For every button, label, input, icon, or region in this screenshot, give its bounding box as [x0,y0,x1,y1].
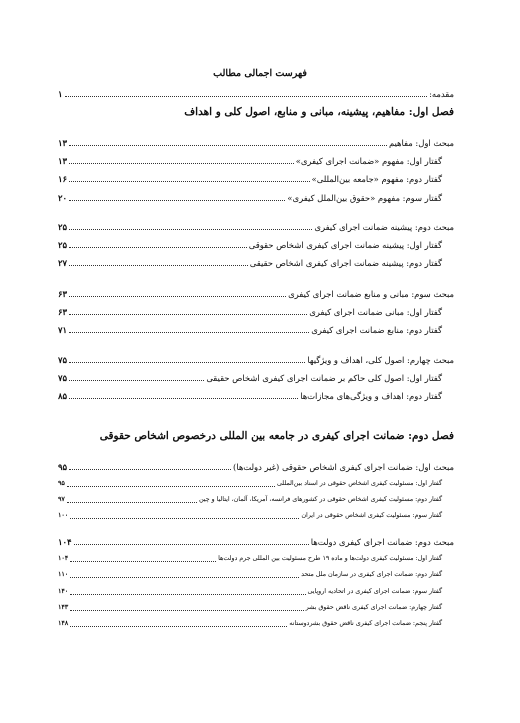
page-number: ۲۰ [58,193,67,203]
toc-entry-subsection [58,192,454,204]
page-number: ۹۵ [58,462,67,472]
toc-entry-subsection [58,390,454,402]
dot-leader [69,162,294,164]
toc-entry-section [58,221,454,233]
toc-entry-label: مبحث دوم: پیشینه ضمانت اجرای کیفری [314,222,454,232]
dot-leader [69,468,231,470]
page-number: ۹۵ [58,480,65,487]
toc-entry-label: گفتار اول: مسئولیت کیفری دولت‌ها و ماده ۱۹ طرح مسئولیت بین المللی جرم دولت‌ها [218,555,442,562]
chapter-title: فصل اول: مفاهیم، پیشینه، مبانی و منابع، اصول کلی و اهداف [184,106,454,118]
page-number: ۱۱۰ [58,571,69,578]
toc-entry-label: گفتار سوم: ضمانت اجرای کیفری در اتحادیه اروپایی [307,588,442,595]
toc-entry-section [58,354,454,366]
toc-entry-subsection [58,553,454,565]
dot-leader [69,246,247,248]
page-number: ۶۳ [58,289,67,299]
dot-leader [69,361,305,363]
toc-entry-label: مبحث اول: ضمانت اجرای کیفری اشخاص حقوقی (غیر دولت‌ها) [233,462,454,472]
toc-entry-label: گفتار دوم: پیشینه ضمانت اجرای کیفری اشخاص حقیقی [249,258,442,268]
dot-leader [70,560,216,562]
dot-leader [70,625,287,627]
toc-entry-subsection [58,618,454,630]
toc-entry-label: مبحث اول: مفاهیم [388,138,454,148]
toc-entry-subsection [58,257,454,269]
toc-entry-label: گفتار دوم: منابع ضمانت اجرای کیفری [311,325,442,335]
toc-entry-subsection [58,306,454,318]
page-number: ۲۷ [58,258,67,268]
toc-entry-section [58,461,454,473]
page-number: ۱۴۳ [58,604,69,611]
page-number: ۲۵ [58,222,67,232]
page-number: ۱۰۰ [58,512,69,519]
toc-entry-label: گفتار اول: پیشینه ضمانت اجرای کیفری اشخاص حقوقی [248,240,442,250]
page-number: ۷۵ [58,355,67,365]
toc-entry-intro [58,88,454,100]
toc-entry-subsection [58,478,454,490]
toc-entry-label: مقدمه: [429,89,454,99]
toc-entry-section [58,536,454,548]
toc-entry-section [58,137,454,149]
dot-leader [69,199,285,201]
toc-entry-subsection [58,510,454,522]
page-number: ۱۰۴ [58,555,69,562]
toc-entry-label: گفتار سوم: مفهوم «حقوق بین‌الملل کیفری» [287,193,442,203]
toc-entry-label: مبحث دوم: ضمانت اجرای کیفری دولت‌ها [310,537,454,547]
dot-leader [65,95,428,97]
dot-leader [70,576,299,578]
toc-entry-label: گفتار دوم: مسئولیت کیفری اشخاص حقوقی در کشورهای فرانسه، آمریکا، آلمان، ایتالیا و چین [198,496,442,503]
dot-leader [70,517,299,519]
dot-leader [69,228,312,230]
toc-entry-label: گفتار اول: اصول کلی حاکم بر ضمانت اجرای کیفری اشخاص حقیقی [206,373,442,383]
page-number: ۷۱ [58,325,67,335]
toc-entry-label: گفتار پنجم: ضمانت اجرای کیفری ناقض حقوق بشردوستانه [289,620,442,627]
toc-entry-section [58,288,454,300]
toc-entry-label: مبحث چهارم: اصول کلی، اهداف و ویژگیها [307,355,454,365]
page-number: ۱۴۰ [58,588,69,595]
dot-leader [69,331,309,333]
dot-leader [69,397,298,399]
page-number: ۸۵ [58,391,67,401]
page-number: ۱۴۸ [58,620,69,627]
dot-leader [69,313,307,315]
toc-entry-label: گفتار دوم: اهداف و ویژگی‌های مجازات‌ها [300,391,442,401]
toc-entry-subsection [58,372,454,384]
dot-leader [70,609,303,611]
dot-leader [67,501,197,503]
toc-entry-label: گفتار چهارم: ضمانت اجرای کیفری ناقض حقوق بشر [305,604,442,611]
toc-entry-subsection [58,239,454,251]
toc-entry-label: گفتار دوم: ضمانت اجرای کیفری در سازمان ملل متحد [301,571,442,578]
toc-entry-label: گفتار دوم: مفهوم «جامعه بین‌المللی» [311,174,442,184]
toc-entry-label: گفتار سوم: مسئولیت کیفری اشخاص حقوقی در ایران [301,512,442,519]
toc-entry-label: گفتار اول: مسئولیت کیفری اشخاص حقوقی در اسناد بین‌المللی [276,480,442,487]
toc-entry-subsection [58,586,454,598]
dot-leader [69,144,387,146]
page-number: ۷۵ [58,373,67,383]
dot-leader [69,180,310,182]
chapter-title: فصل دوم: ضمانت اجرای کیفری در جامعه بین المللی درخصوص اشخاص حقوقی [99,430,454,442]
dot-leader [69,295,286,297]
page-number: ۱۳ [58,138,67,148]
toc-entry-subsection [58,155,454,167]
page-number: ۱۶ [58,174,67,184]
page-number: ۶۳ [58,307,67,317]
toc-entry-subsection [58,494,454,506]
page-number: ۱ [58,89,63,99]
toc-entry-label: مبحث سوم: مبانی و منابع ضمانت اجرای کیفری [288,289,454,299]
toc-entry-label: گفتار اول: مفهوم «ضمانت اجرای کیفری» [295,156,442,166]
page-number: ۹۷ [58,496,65,503]
page-number: ۲۵ [58,240,67,250]
page-number: ۱۰۴ [58,537,72,547]
page-title: فهرست اجمالی مطالب [213,68,307,79]
toc-entry-subsection [58,324,454,336]
toc-entry-subsection [58,569,454,581]
dot-leader [70,593,305,595]
toc-entry-subsection [58,173,454,185]
page-number: ۱۳ [58,156,67,166]
toc-entry-subsection [58,602,454,614]
toc-entry-label: گفتار اول: مبانی ضمانت اجرای کیفری [309,307,442,317]
dot-leader [69,264,248,266]
dot-leader [69,379,204,381]
dot-leader [67,485,275,487]
dot-leader [74,543,309,545]
